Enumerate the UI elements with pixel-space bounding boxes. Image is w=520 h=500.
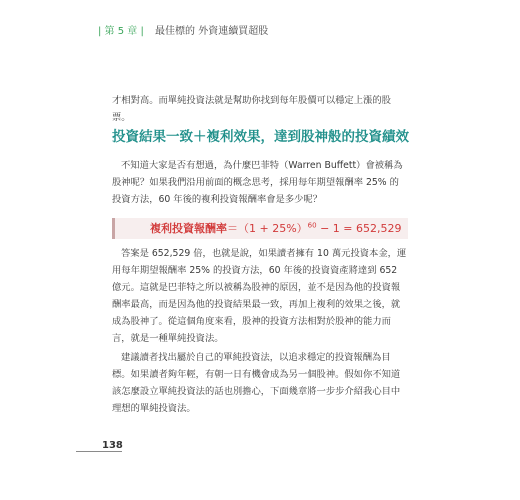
intro-paragraph: 才相對高。而單純投資法就是幫助你找到每年股價可以穩定上漲的股票。 [112,95,391,123]
closing-paragraph: 建議讀者找出屬於自己的單純投資法，以追求穩定的投資報酬為目標。如果讀者夠年輕，有朝一日有機會成為另一個股神。假如你不知道該怎麼設立單純投資法的話也別擔心，下面幾章將一步步介紹我心目中理想的單純投資法。 [112,352,401,414]
page-number: 138 [102,440,123,451]
question-paragraph: 不知道大家是否有想過，為什麼巴菲特（Warren Buffett）會被稱為股神呢？如果我們沿用前面的概念思考，採用每年期望報酬率 25% 的投資方法，60 年後的複利投資報酬率會是多少呢？ [112,160,403,205]
answer-paragraph: 答案是 652,529 倍，也就是說，如果讀者擁有 10 萬元投資本金，運用每年期望報酬率 25% 的投資方法，60 年後的投資資產將達到 652 億元。這就是巴菲特之所以被稱為股神的原因，並不是因為他的投資報酬率最高，而是因為他的投資結果最一致，再加上複利的效果之後，就成為股神了。從這個角度來看，股神的投資方法相對於股神的能力而言，就是一種單純投資法。 [112,248,407,344]
chapter-title: 最佳標的 外資連續買超股 [155,26,269,37]
formula-box [112,218,408,239]
formula [150,221,402,236]
formula-accent-bar [112,218,115,239]
formula-expression-start: ＝（1 + 25%） [227,222,308,235]
chapter-tag: | 第 5 章 | [98,26,144,37]
chapter-header [98,26,268,38]
formula-expression-end: − 1 = 652,529 [316,222,402,235]
section-heading: 投資結果一致＋複利效果，達到股神般的投資績效 [112,129,409,145]
formula-exponent: 60 [307,221,317,230]
formula-label: 複利投資報酬率 [150,222,227,235]
